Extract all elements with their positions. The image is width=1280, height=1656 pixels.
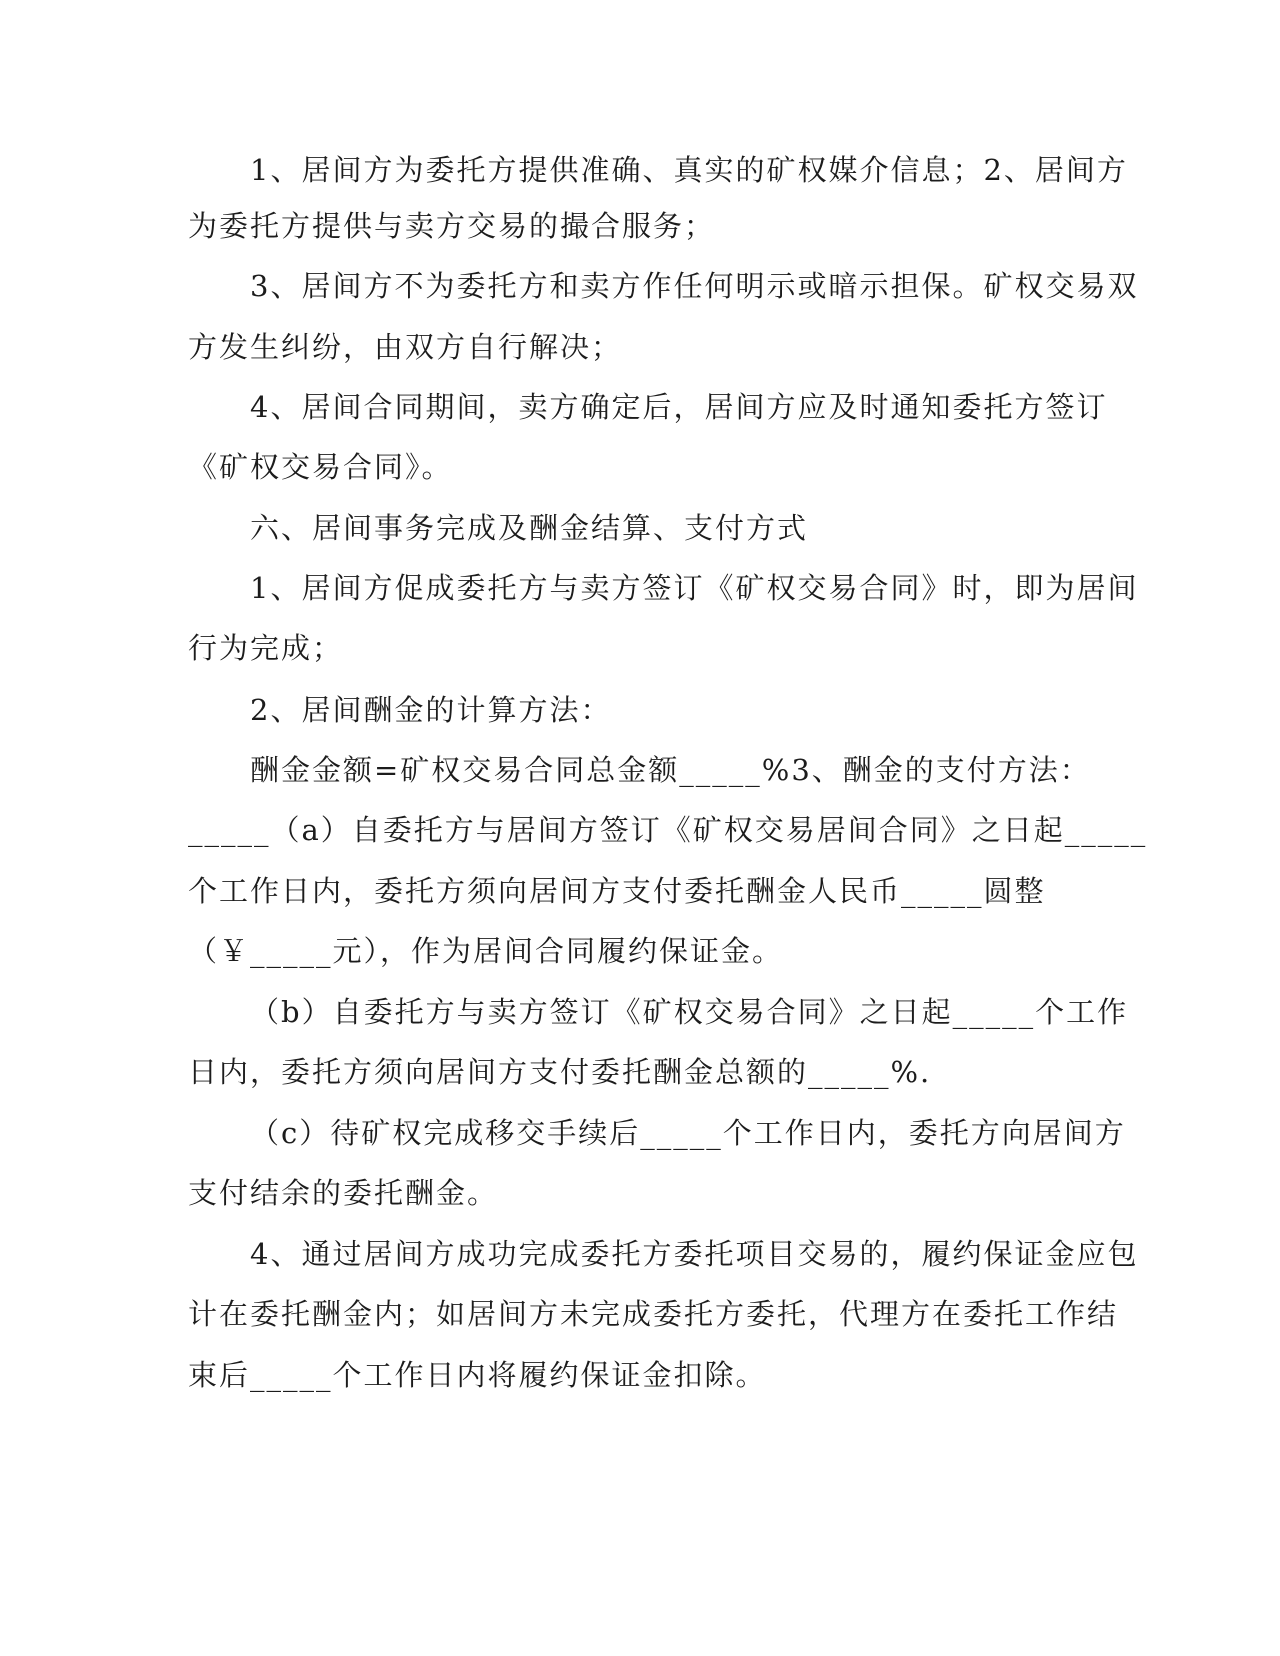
paragraph-line: 行为完成； xyxy=(188,631,344,665)
paragraph-line: 酬金金额=矿权交易合同总金额_____%3、酬金的支付方法： xyxy=(250,753,1091,787)
paragraph-line: 方发生纠纷，由双方自行解决； xyxy=(188,330,623,364)
section-heading: 六、居间事务完成及酬金结算、支付方式 xyxy=(250,511,809,545)
paragraph-line: （￥_____元），作为居间合同履约保证金。 xyxy=(188,934,784,968)
paragraph-line: 为委托方提供与卖方交易的撮合服务； xyxy=(188,209,716,243)
paragraph-line: 束后_____个工作日内将履约保证金扣除。 xyxy=(188,1358,767,1392)
paragraph-line: 支付结余的委托酬金。 xyxy=(188,1176,499,1210)
paragraph-line: 1、居间方促成委托方与卖方签订《矿权交易合同》时，即为居间 xyxy=(250,571,1139,605)
paragraph-line: _____（a）自委托方与居间方签订《矿权交易居间合同》之日起_____ xyxy=(188,813,1148,847)
paragraph-line: （b）自委托方与卖方签订《矿权交易合同》之日起_____个工作 xyxy=(250,995,1129,1029)
paragraph-line: 个工作日内，委托方须向居间方支付委托酬金人民币_____圆整 xyxy=(188,874,1046,908)
paragraph-line: 1、居间方为委托方提供准确、真实的矿权媒介信息；2、居间方 xyxy=(250,153,1128,187)
paragraph-line: 2、居间酬金的计算方法： xyxy=(250,693,612,727)
paragraph-line: 日内，委托方须向居间方支付委托酬金总额的_____%. xyxy=(188,1055,932,1089)
paragraph-line: 计在委托酬金内；如居间方未完成委托方委托，代理方在委托工作结 xyxy=(188,1297,1119,1331)
paragraph-line: 3、居间方不为委托方和卖方作任何明示或暗示担保。矿权交易双 xyxy=(250,269,1139,303)
paragraph-line: 《矿权交易合同》。 xyxy=(188,450,453,484)
paragraph-line: 4、通过居间方成功完成委托方委托项目交易的，履约保证金应包 xyxy=(250,1237,1139,1271)
paragraph-line: （c）待矿权完成移交手续后_____个工作日内，委托方向居间方 xyxy=(250,1116,1126,1150)
paragraph-line: 4、居间合同期间，卖方确定后，居间方应及时通知委托方签订 xyxy=(250,390,1108,424)
